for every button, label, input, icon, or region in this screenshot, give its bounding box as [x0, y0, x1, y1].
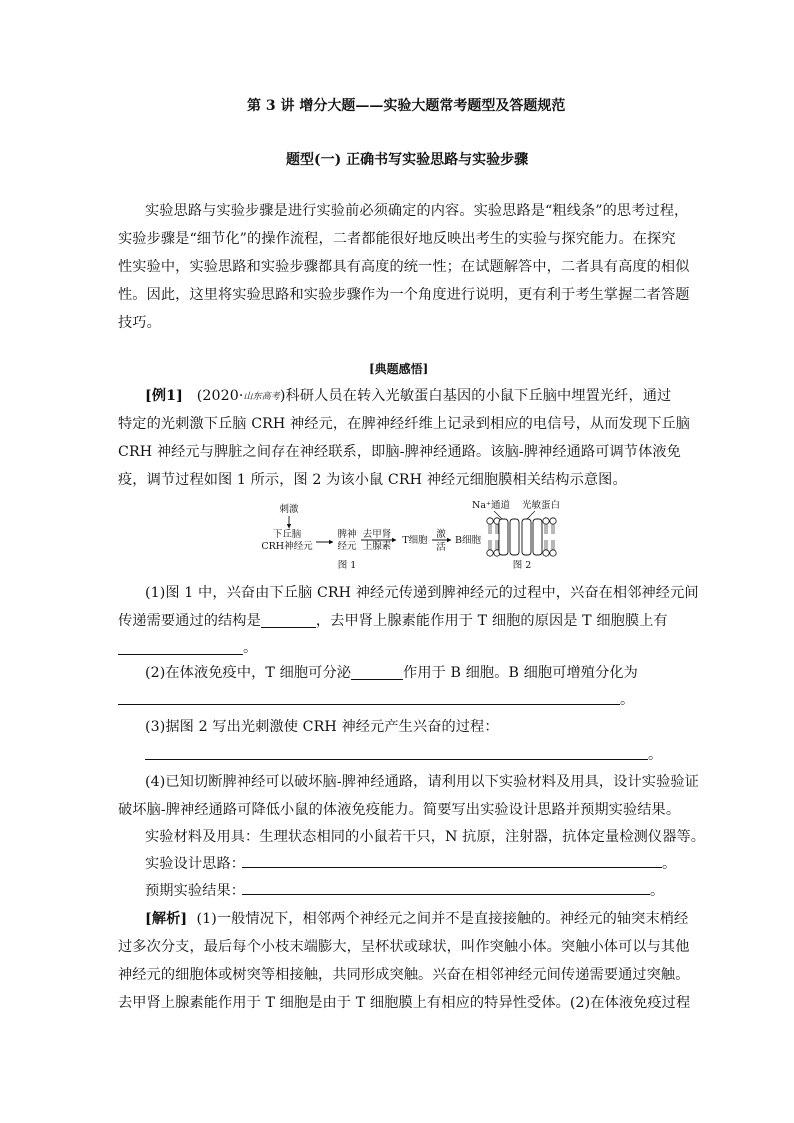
answer-line-b-cell-differentiation[interactable]	[118, 704, 620, 705]
answer-blank-lymphokine[interactable]	[351, 665, 403, 680]
question-2-end: 。	[620, 692, 635, 708]
example-line: 疫，调节过程如图 1 所示，图 2 为该小鼠 CRH 神经元细胞膜相关结构示意图。	[118, 472, 627, 488]
question-2-text-b: 作用于 B 细胞。B 细胞可增殖分化为	[403, 665, 638, 681]
question-4-line-1: (4)已知切断脾神经可以破坏脑-脾神经通路，请利用以下实验材料及用具，设计实验验证	[145, 774, 699, 790]
fig2-opsin-protein-right	[533, 519, 542, 555]
phospholipid-head	[487, 518, 493, 524]
answer-blank-synapse[interactable]	[261, 613, 316, 628]
analysis-line: 去甲肾上腺素能作用于 T 细胞是由于 T 细胞膜上有相应的特异性受体。(2)在体液免疫过程	[118, 995, 691, 1011]
example-label: [例1]	[145, 388, 183, 404]
example-year: (2020·	[196, 388, 244, 404]
question-1-text-a: 传递需要通过的结构是	[118, 613, 261, 629]
question-1-line-3	[118, 637, 257, 657]
answer-blank-receptor[interactable]	[118, 640, 243, 655]
fig2-na-channel-right	[510, 519, 519, 555]
example-source-tag: 山东高考	[243, 392, 280, 402]
fig2-na-channel-label: Na⁺通道	[472, 500, 510, 511]
fig2-caption: 图 2	[512, 560, 532, 571]
design-label: 实验设计思路：	[145, 856, 246, 872]
fig1-spleen-neuron-label-2: 经元	[337, 541, 357, 552]
figure-2-membrane	[472, 499, 560, 571]
fig1-caption: 图 1	[337, 560, 357, 571]
fig1-activate-label-1: 激	[436, 529, 446, 540]
phospholipid-head	[550, 550, 556, 556]
figure-1-flowchart	[261, 503, 481, 571]
fig1-norepinephrine-label-2: 上腺素	[362, 541, 392, 552]
section-title: 题型(一) 正确书写实验思路与实验步骤	[286, 152, 529, 168]
chapter-title: 第 3 讲 增分大题——实验大题常考题型及答题规范	[247, 98, 566, 114]
answer-line-result[interactable]	[242, 894, 650, 895]
result-label: 预期实验结果：	[145, 883, 246, 899]
example-line: CRH 神经元与脾脏之间存在神经联系，即脑-脾神经通路。该脑-脾神经通路可调节体液免	[118, 444, 681, 460]
materials-line: 实验材料及用具：生理状态相同的小鼠若干只，N 抗原，注射器，抗体定量检测仪器等。	[145, 829, 706, 845]
fig2-na-channel	[499, 519, 508, 555]
question-1-end: 。	[243, 640, 258, 656]
example-text: 科研人员在转入光敏蛋白基因的小鼠下丘脑中埋置光纤，通过	[285, 388, 672, 404]
question-3-line-1: (3)据图 2 写出光刺激使 CRH 神经元产生兴奋的过程：	[145, 719, 499, 735]
example-first-line	[145, 385, 671, 405]
fig1-crh-neuron-label: CRH神经元	[261, 541, 313, 552]
analysis-line: 神经元的细胞体或树突等相接触，共同形成突触。兴奋在相邻神经元间传递需要通过突触。	[118, 967, 690, 983]
answer-line-excitation-process[interactable]	[145, 759, 648, 760]
example-line: 特定的光刺激下丘脑 CRH 神经元，在脾神经纤维上记录到相应的电信号，从而发现下丘脑	[118, 416, 691, 432]
fig1-b-cell-label: B细胞	[455, 535, 481, 546]
phospholipid-head	[550, 518, 556, 524]
phospholipid-head	[543, 550, 549, 556]
fig1-stimulus-label: 刺激	[279, 504, 299, 515]
example-heading: [典题感悟]	[369, 362, 429, 376]
fig1-hypothalamus-label: 下丘脑	[272, 529, 302, 540]
fig1-norepinephrine-label-1: 去甲肾	[362, 529, 392, 540]
intro-line: 实验思路与实验步骤是进行实验前必须确定的内容。实验思路是“粗线条”的思考过程，	[145, 203, 689, 219]
fig2-opsin-label: 光敏蛋白	[521, 500, 561, 511]
figure-area	[0, 495, 794, 575]
result-end: 。	[650, 883, 665, 899]
question-2-text-a: (2)在体液免疫中，T 细胞可分泌	[145, 665, 352, 681]
intro-line: 性。因此，这里将实验思路和实验步骤作为一个角度进行说明，更有利于考生掌握二者答题	[118, 287, 690, 303]
fig1-activate-label-2: 活	[436, 542, 446, 553]
fig2-lipid-bilayer	[487, 518, 556, 556]
intro-line: 实验步骤是“细节化”的操作流程，二者都能很好地反映出考生的实验与探究能力。在探究	[118, 231, 676, 247]
question-1-text-b: ，去甲肾上腺素能作用于 T 细胞的原因是 T 细胞膜上有	[315, 613, 668, 629]
fig2-opsin-protein	[522, 519, 531, 555]
answer-line-design[interactable]	[242, 867, 662, 868]
design-end: 。	[662, 856, 677, 872]
analysis-text: (1)一般情况下，相邻两个神经元之间并不是直接接触的。神经元的轴突末梢经	[196, 911, 689, 927]
fig2-pointer-protein	[527, 511, 535, 519]
intro-line: 技巧。	[118, 315, 161, 331]
question-3-end: 。	[648, 747, 663, 763]
question-4-line-2: 破坏脑-脾神经通路可降低小鼠的体液免疫能力。简要写出实验设计思路并预期实验结果。	[118, 802, 681, 818]
example-source-close: )	[279, 388, 286, 404]
question-2-line-1	[145, 662, 638, 682]
analysis-line: 过多次分支，最后每个小枝末端膨大，呈杯状或球状，叫作突触小体。突触小体可以与其他	[118, 939, 690, 955]
phospholipid-head	[487, 550, 493, 556]
question-1-line-2	[118, 610, 668, 630]
analysis-label: [解析]	[145, 911, 188, 927]
fig1-spleen-neuron-label-1: 脾神	[337, 529, 357, 540]
intro-line: 性实验中，实验思路和实验步骤都具有高度的统一性；在试题解答中，二者具有高度的相似	[118, 259, 690, 275]
phospholipid-head	[543, 518, 549, 524]
analysis-first-line	[145, 908, 688, 928]
fig1-t-cell-label: T细胞	[402, 535, 428, 546]
question-1-line-1: (1)图 1 中，兴奋由下丘脑 CRH 神经元传递到脾神经元的过程中，兴奋在相邻神经元间	[145, 585, 699, 601]
